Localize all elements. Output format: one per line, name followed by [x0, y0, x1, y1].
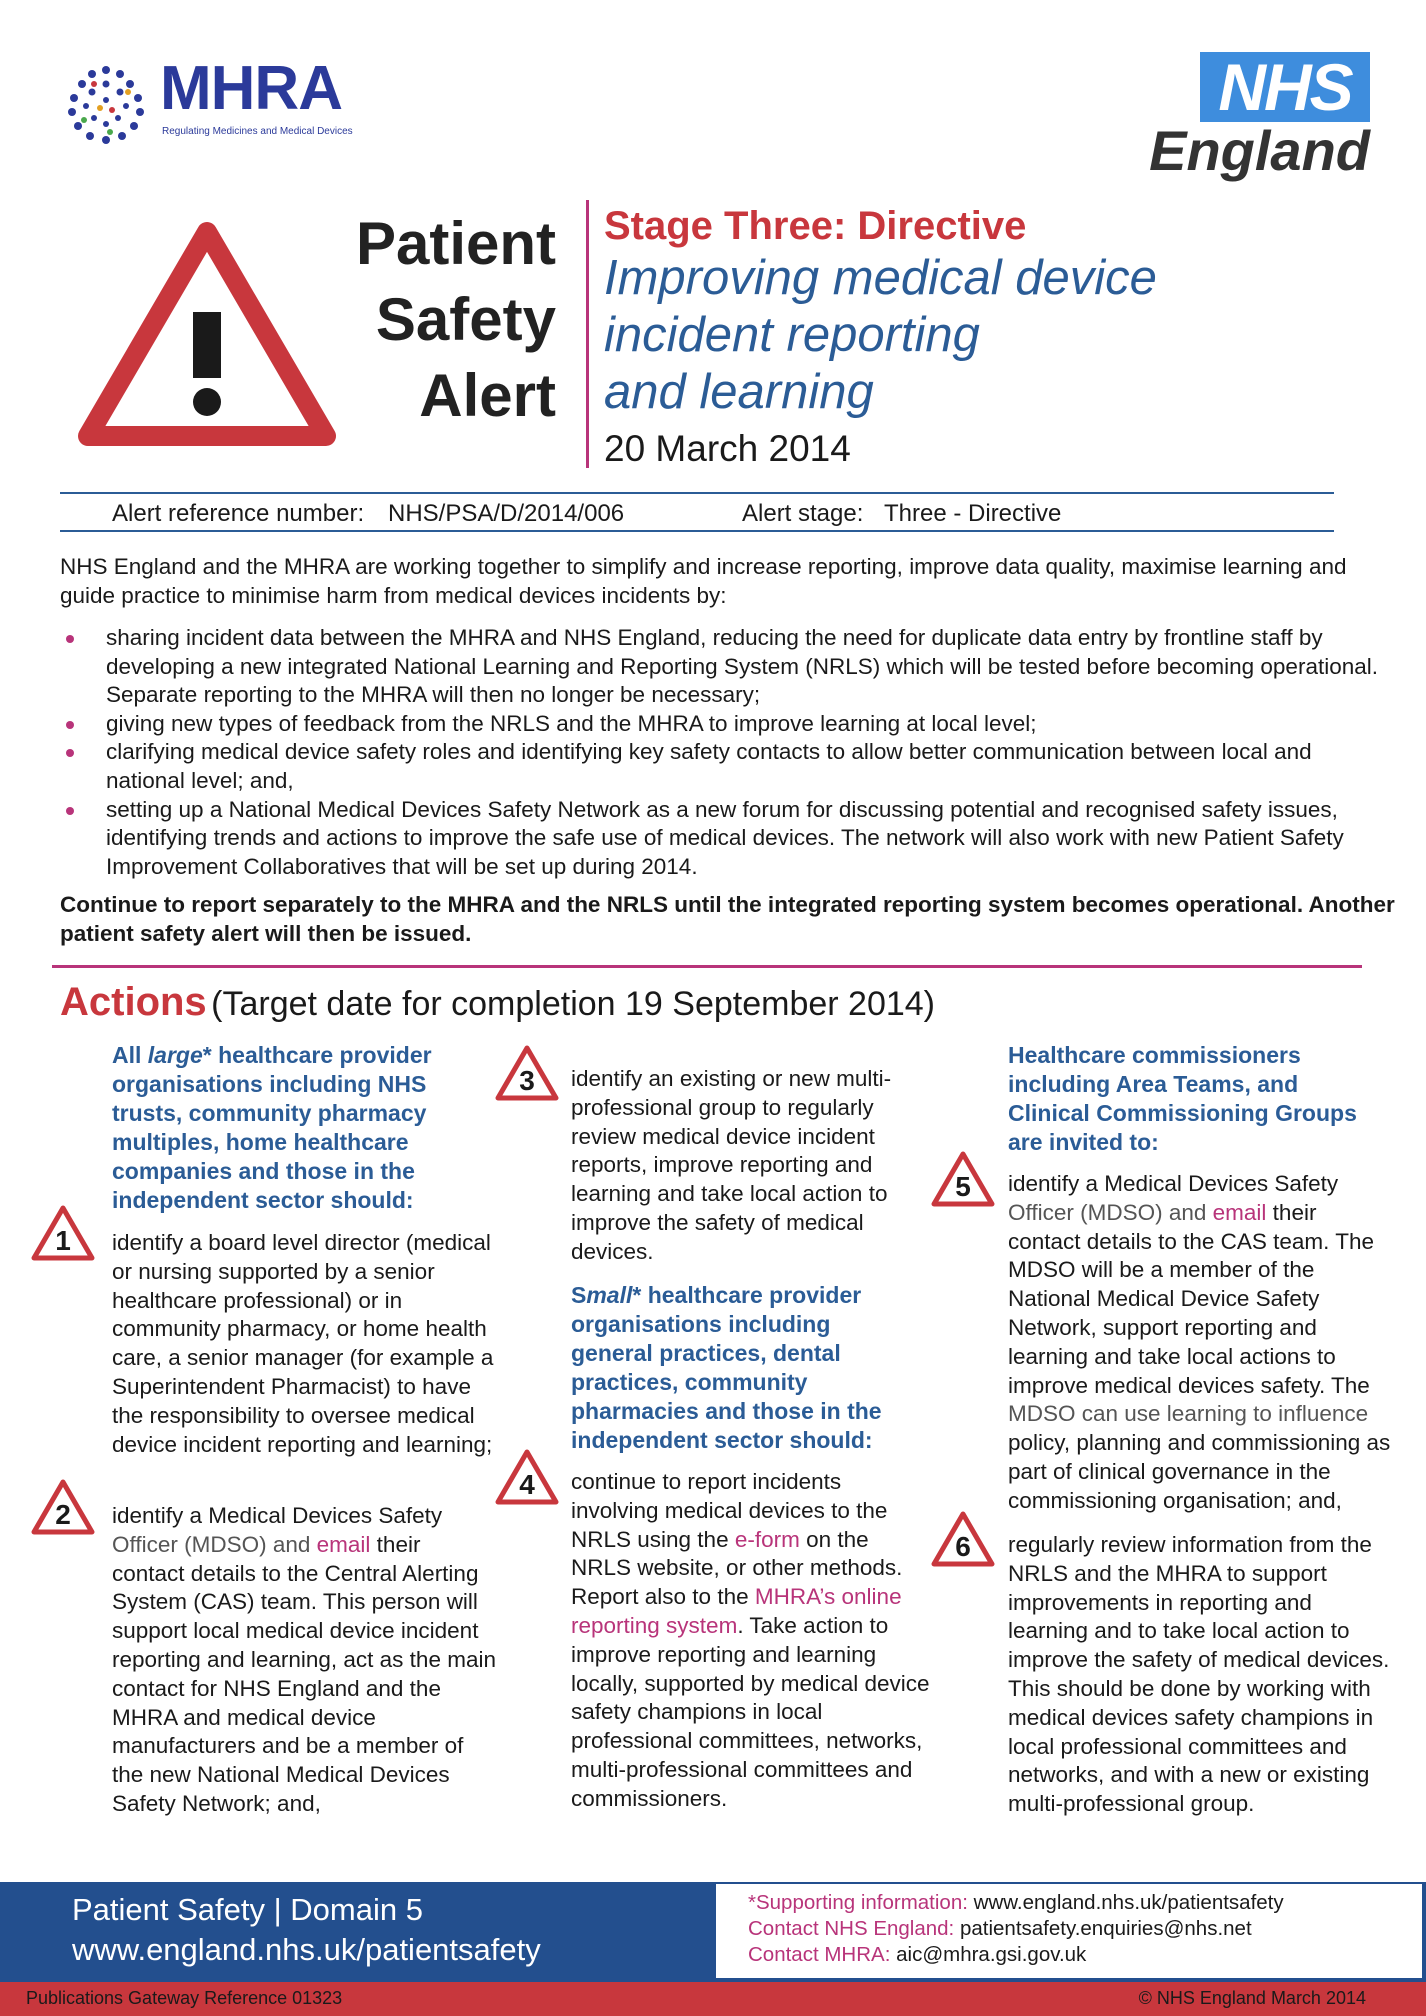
contact-nhs-line [748, 1916, 1284, 1942]
col2-heading-em: mall [586, 1282, 633, 1308]
action-5-mdso-learning: MDSO can use learning to influence [1008, 1401, 1369, 1427]
action-5-mid: their contact details to the CAS team. The MDSO will be a member of the National Medical Device Safety Network, support reporting and learning and take local actions to improve medical devices safety. The [1008, 1199, 1375, 1398]
action-number: 5 [955, 1171, 971, 1202]
gateway-reference: Publications Gateway Reference 01323 [26, 1988, 343, 2008]
mhra-tagline: Regulating Medicines and Medical Devices [162, 126, 353, 137]
col2-heading-pre: S [571, 1282, 587, 1308]
contact-mhra-email[interactable]: aic@mhra.gsi.gov.uk [896, 1943, 1087, 1966]
action-5-post: policy, planning and commissioning as part of clinical governance in the commissioning organisation; and, [1008, 1430, 1391, 1513]
subject-line-2: incident reporting [604, 308, 980, 362]
stage-title: Stage Three: Directive [604, 204, 1027, 248]
alert-subject [604, 250, 1224, 421]
title-divider [586, 200, 589, 468]
reference-bar [60, 492, 1334, 532]
col1-heading-em: large [147, 1042, 203, 1068]
list-item [60, 796, 1380, 882]
intro-paragraph: NHS England and the MHRA are working together to simplify and increase reporting, improve data quality, maximise learning and guide practice to minimise harm from medical devices incidents by: [60, 554, 1347, 608]
intro-bullet-list [60, 624, 1380, 881]
action-2-number-icon [30, 1478, 96, 1536]
col3-heading: Healthcare commissioners including Area Teams, and Clinical Commissioning Groups are invited to: [1008, 1042, 1357, 1155]
action-5-number-icon [930, 1150, 996, 1208]
action-4-pre: continue to report incidents involving medical devices to the NRLS using the [571, 1469, 888, 1552]
action-2-mdso: Officer (MDSO) and [112, 1531, 317, 1557]
subject-line-3: and learning [604, 365, 874, 419]
action-2-email-link[interactable]: email [316, 1531, 371, 1557]
list-item [60, 710, 1380, 739]
actions-target-date: (Target date for completion 19 September 2014) [211, 985, 936, 1023]
col2-heading [571, 1281, 911, 1455]
continue-reporting-note: Continue to report separately to the MHRA and the NRLS until the integrated reporting system becomes operational. Another patient safety alert will then be issued. [60, 892, 1395, 946]
list-item [60, 624, 1380, 710]
footer-domain: Patient Safety | Domain 5 [72, 1892, 423, 1927]
nhs-england-logo [1149, 50, 1372, 192]
bullet-text: giving new types of feedback from the NRLS and the MHRA to improve learning at local level; [106, 710, 1037, 736]
action-1-text: identify a board level director (medical or nursing supported by a senior healthcare professional) or in community pharmacy, or home health care, a senior manager (for example a Superintendent Pharmacist) to have the responsibility to oversee medical device incident reporting and learning; [112, 1230, 494, 1457]
col2-heading-post: * healthcare provider organisations including general practices, dental practices, community pharmacies and those in the independent sector should: [571, 1282, 882, 1453]
action-number: 3 [519, 1065, 535, 1096]
bullet-text: clarifying medical device safety roles and identifying key safety contacts to allow better communication between local and national level; and, [106, 739, 1312, 793]
action-1-number-icon [30, 1204, 96, 1262]
action-6-text: regularly review information from the NRLS and the MHRA to support improvements in reporting and learning and to take local action to improve the safety of medical devices. This should be done by working with medical devices safety champions in local professional committees and networks, and with a new or existing multi-professional group. [1008, 1532, 1390, 1817]
support-link[interactable]: www.england.nhs.uk/patientsafety [973, 1891, 1284, 1914]
action-number: 4 [519, 1469, 535, 1500]
title-line-alert: Alert [419, 362, 556, 429]
col1-heading-post: * healthcare provider organisations including NHS trusts, community pharmacy multiples, home healthcare companies and those in the independent sector should: [112, 1042, 432, 1213]
action-5-mdso: Officer (MDSO) and [1008, 1199, 1213, 1225]
col1-heading [112, 1041, 452, 1215]
action-4-mid: on the NRLS website, or other methods. Report also to the [571, 1526, 903, 1610]
footer-domain-block [72, 1890, 541, 1970]
copyright: © NHS England March 2014 [1138, 1988, 1366, 2008]
actions-heading [60, 980, 935, 1025]
bullet-dot-icon [66, 635, 74, 643]
bullet-text: sharing incident data between the MHRA and NHS England, reducing the need for duplicate data entry by frontline staff by developing a new integrated National Learning and Reporting System (NRLS) which will be tested before becoming operational. Separate reporting to the MHRA will then no longer be necessary; [106, 625, 1378, 708]
bottom-bar [0, 1982, 1426, 2016]
actions-title: Actions [60, 980, 207, 1024]
mhra-logo [64, 54, 364, 148]
alert-date: 20 March 2014 [604, 428, 851, 469]
mhra-online-reporting-link[interactable]: MHRA’s online reporting system [571, 1584, 902, 1638]
action-4-number-icon [494, 1448, 560, 1506]
contact-mhra-line [748, 1942, 1284, 1968]
action-5-text [1008, 1170, 1393, 1516]
list-item [60, 738, 1380, 795]
alert-stage-label: Alert stage: [742, 500, 864, 527]
subject-line-1: Improving medical device [604, 251, 1157, 305]
support-info-line [748, 1890, 1284, 1916]
mhra-dots-icon [64, 62, 148, 146]
action-number: 6 [955, 1531, 971, 1562]
nhs-region-text: England [1149, 119, 1370, 182]
bullet-text: setting up a National Medical Devices Safety Network as a new forum for discussing potential and recognised safety issues, identifying trends and actions to improve the safe use of medical devices. The network will also work with new Patient Safety Improvement Collaboratives that will be set up during 2014. [106, 796, 1344, 879]
ref-number-value: NHS/PSA/D/2014/006 [388, 500, 625, 527]
action-4-post: . Take action to improve reporting and learning locally, supported by medical device safety champions in local professional committees, networks, multi-professional committees and commissioners. [571, 1612, 930, 1811]
action-4-text [571, 1468, 931, 1814]
action-2-post: their contact details to the Central Alerting System (CAS) team. This person will support local medical device incident reporting and learning, act as the main contact for NHS England and the MHRA and medical device manufacturers and be a member of the new National Medical Devices Safety Network; and, [112, 1531, 496, 1816]
mhra-wordmark: MHRA [160, 54, 342, 123]
actions-divider [52, 965, 1362, 968]
action-3-number-icon [494, 1044, 560, 1102]
contact-nhs-email[interactable]: patientsafety.enquiries@nhs.net [959, 1917, 1252, 1940]
contact-nhs-label: Contact NHS England: [748, 1917, 955, 1940]
alert-stage-value: Three - Directive [884, 500, 1062, 527]
ref-number-label: Alert reference number: [112, 500, 365, 527]
footer-contacts [748, 1890, 1284, 1968]
action-2-text [112, 1502, 497, 1819]
eform-link[interactable]: e-form [734, 1526, 800, 1552]
action-3-text: identify an existing or new multi-professional group to regularly review medical device incident reports, improve reporting and learning and take local action to improve the safety of medical devices. [571, 1066, 892, 1264]
patient-safety-alert-title [240, 206, 556, 434]
bullet-dot-icon [66, 749, 74, 757]
action-5-email-link[interactable]: email [1212, 1199, 1267, 1225]
action-5-pre: identify a Medical Devices Safety [1008, 1171, 1339, 1196]
title-line-safety: Safety [375, 286, 556, 353]
title-line-patient: Patient [355, 210, 556, 277]
bullet-dot-icon [66, 807, 74, 815]
action-6-number-icon [930, 1510, 996, 1568]
footer-website-link[interactable]: www.england.nhs.uk/patientsafety [72, 1932, 541, 1967]
action-2-pre: identify a Medical Devices Safety [112, 1503, 443, 1528]
col1-heading-pre: All [112, 1042, 148, 1068]
support-label: *Supporting information: [748, 1891, 968, 1914]
action-number: 1 [55, 1225, 71, 1256]
nhs-logo-box: NHS [1200, 52, 1370, 122]
action-number: 2 [55, 1499, 71, 1530]
bullet-dot-icon [66, 721, 74, 729]
contact-mhra-label: Contact MHRA: [748, 1943, 891, 1966]
